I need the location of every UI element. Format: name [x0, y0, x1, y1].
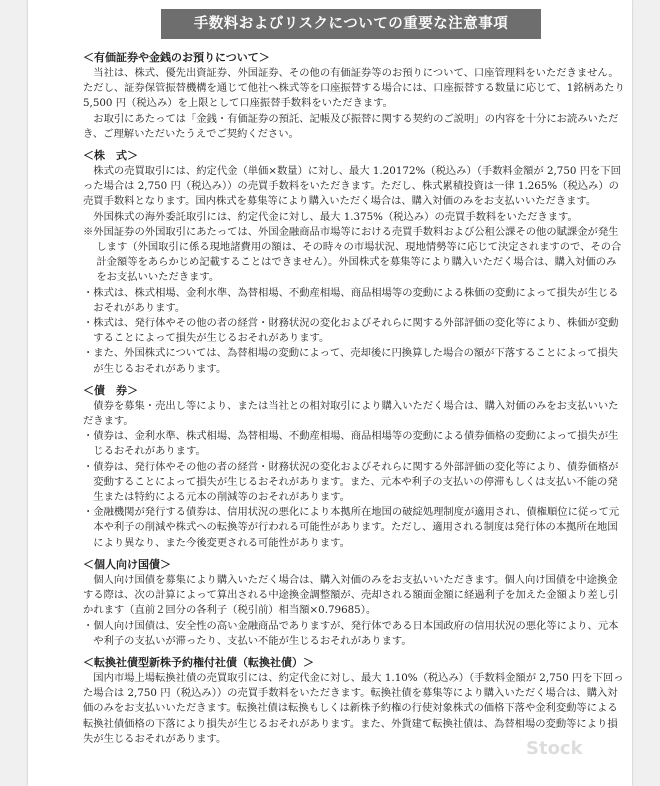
bullet-item: ・株式は、発行体やその他の者の経営・財務状況の変化およびそれらに関する外部評価の変化等により、株価が変動することによって損失が生じるおそれがあります。 [83, 317, 619, 345]
section [83, 383, 625, 551]
bullet-item: ・株式は、株式相場、金利水準、為替相場、不動産相場、商品相場等の変動による株価の変動によって損失が生じるおそれがあります。 [83, 286, 619, 314]
bullet-item: ・債券は、発行体やその他の者の経営・財務状況の変化およびそれらに関する外部評価の変化等により、債券価格が変動することによって損失が生じるおそれがあります。また、元本や利子の支払いの停滞もしくは支払い不能の発生または特約による元本の削減等のおそれがあります。 [83, 460, 619, 504]
section-heading: ＜株 式＞ [83, 149, 138, 163]
bullet-item: ・金融機関が発行する債券は、信用状況の悪化により本拠所在地国の破綻処理制度が適用され、債権順位に従って元本や利子の削減や株式への転換等が行われる可能性があります。ただし、適用される制度は発行体の本拠所在地国により異なり、また今後変更される可能性があります。 [83, 506, 620, 549]
bullet-item: ・また、外国株式については、為替相場の変動によって、売却後に円換算した場合の額が下落することによって損失が生じるおそれがあります。 [83, 347, 619, 375]
paragraph: 個人向け国債を募集により購入いただく場合は、購入対価のみをお支払いいただきます。個人向け国債を中途換金する際は、次の計算によって算出される中途換金調整額が、売却される額面金額に経過利子を加えた金額より差し引かれます（直前２回分の各利子（税引前）相当額×0.79685）。 [83, 573, 619, 617]
paragraph: 株式の売買取引には、約定代金（単価×数量）に対し、最大 1.20172%（税込み）（手数料金額が 2,750 円を下回った場合は 2,750 円（税込み））の売買手数料をいただきます。ただし、株式累積投資は一律 1.265%（税込み）の売買手数料となります。国内株式を募集等により購入いただく場合は、購入対価のみをお支払いいただきます。 [83, 165, 621, 208]
bullet-item: ・債券は、金利水準、株式相場、為替相場、不動産相場、商品相場等の変動による債券価格の変動によって損失が生じるおそれがあります。 [83, 430, 619, 458]
paragraph: 国内市場上場転換社債の売買取引には、約定代金に対し、最大 1.10%（税込み）（手数料金額が 2,750 円を下回った場合は 2,750 円（税込み））の売買手数料をいただきます。転換社債を募集等により購入いただく場合は、購入対価のみをお支払いいただきます。転換社債は転換もしくは新株予約権の行使対象株式の価格下落や金利変動等による転換社債価格の下落により損失が生じるおそれがあります。また、外貨建て転換社債は、為替相場の変動等により損失が生じるおそれがあります。 [83, 671, 624, 745]
section [83, 148, 625, 377]
document-page [28, 0, 632, 786]
section-heading: ＜債 券＞ [83, 383, 138, 397]
section [83, 50, 625, 142]
paragraph: 外国株式の海外委託取引には、約定代金に対し、最大 1.375%（税込み）の売買手数料をいただきます。 [93, 210, 578, 223]
document-title: 手数料およびリスクについての重要な注意事項 [161, 9, 541, 39]
section-heading: ＜転換社債型新株予約権付社債（転換社債）＞ [83, 655, 314, 669]
section [83, 655, 625, 747]
paragraph: お取引にあたっては「金銭・有価証券の預託、記帳及び振替に関する契約のご説明」の内容を十分にお読みいただき、ご理解いただいたうえでご契約ください。 [83, 112, 619, 140]
section [83, 557, 625, 649]
section-heading: ＜個人向け国債＞ [83, 557, 171, 571]
section-heading: ＜有価証券や金銭のお預りについて＞ [83, 51, 270, 64]
paragraph: 債券を募集・売出し等により、または当社との相対取引により購入いただく場合は、購入対価のみをお支払いいただきます。 [83, 399, 619, 428]
bullet-item: ・個人向け国債は、安全性の高い金融商品でありますが、発行体である日本国政府の信用状況の悪化等により、元本や利子の支払いが滞ったり、支払い不能が生じるおそれがあります。 [83, 619, 619, 647]
paragraph: 当社は、株式、優先出資証券、外国証券、その他の有価証券等のお預りについて、口座管理料をいただきません。ただし、証券保管振替機構を通じて他社へ株式等を口座振替する場合には、口座振替する数量に応じて、1銘柄あたり 5,500 円（税込み）を上限として口座振替手数料をいただきます。 [83, 67, 625, 110]
watermark: Stock [526, 738, 583, 759]
document-body [83, 50, 625, 753]
note: ※外国証券の外国取引にあたっては、外国金融商品市場等における売買手数料および公租公課その他の賦課金が発生します（外国取引に係る現地諸費用の額は、その時々の市場状況、現地情勢等に応じて決定されますので、その合計金額等をあらかじめ記載することはできません）。外国株式を募集等により購入いただく場合は、購入対価のみをお支払いいただきます。 [83, 225, 622, 284]
